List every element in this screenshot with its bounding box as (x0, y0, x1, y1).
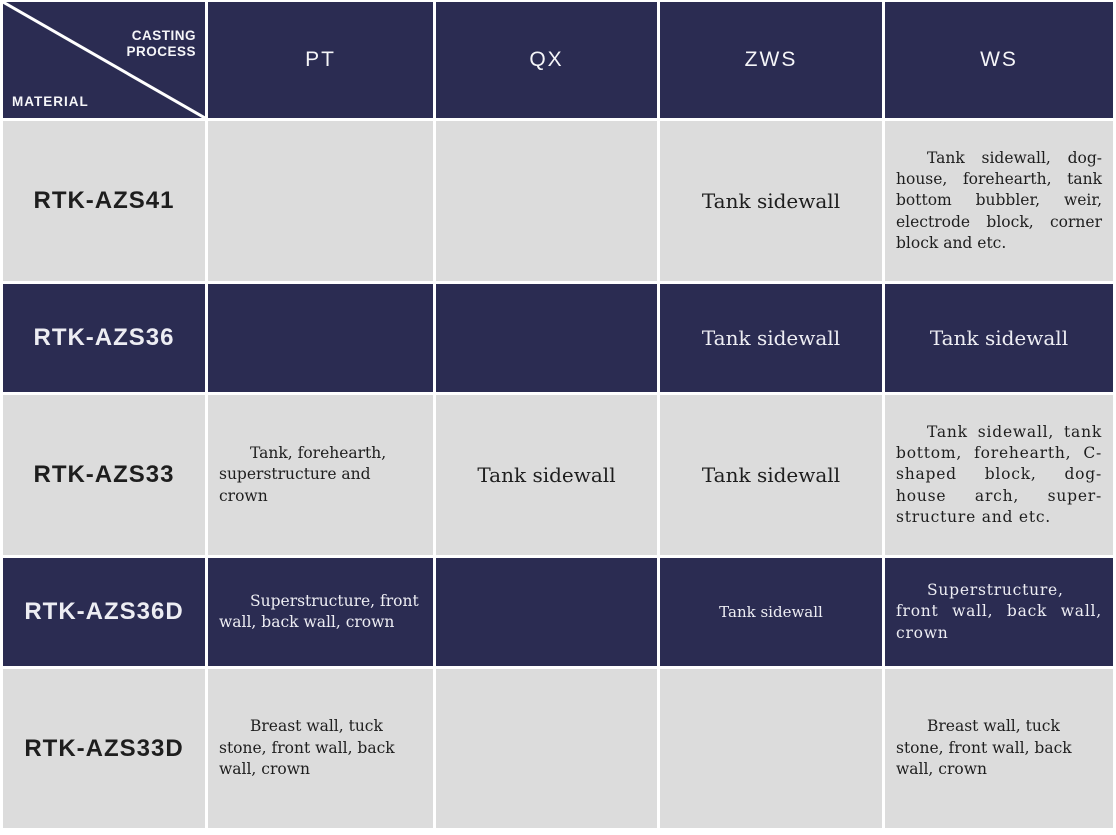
cell-azs41-pt (208, 121, 433, 281)
cell-azs33-ws: Tank sidewall, tank bottom, forehearth, C-shaped block, dog-house arch, super-structure and etc. (885, 395, 1113, 555)
cell-azs36d-pt: Superstructure, front wall, back wall, crown (208, 558, 433, 666)
material-cell-rtk-azs36: RTK-AZS36 (3, 284, 205, 392)
cell-azs33-pt: Tank, forehearth, superstructure and crown (208, 395, 433, 555)
cell-azs41-zws: Tank sidewall (660, 121, 882, 281)
cell-azs36-pt (208, 284, 433, 392)
column-header-ws: WS (885, 2, 1113, 118)
cell-azs33-qx: Tank sidewall (436, 395, 657, 555)
material-cell-rtk-azs36d: RTK-AZS36D (3, 558, 205, 666)
material-cell-rtk-azs33d: RTK-AZS33D (3, 669, 205, 828)
cell-azs36-qx (436, 284, 657, 392)
cell-azs33d-zws (660, 669, 882, 828)
column-header-zws: ZWS (660, 2, 882, 118)
corner-label-casting-process: CASTING PROCESS (126, 28, 196, 59)
column-header-qx: QX (436, 2, 657, 118)
material-cell-rtk-azs33: RTK-AZS33 (3, 395, 205, 555)
column-header-pt: PT (208, 2, 433, 118)
cell-azs33-zws: Tank sidewall (660, 395, 882, 555)
corner-label-material: MATERIAL (12, 94, 89, 109)
material-cell-rtk-azs41: RTK-AZS41 (3, 121, 205, 281)
cell-azs33d-pt: Breast wall, tuck stone, front wall, back wall, crown (208, 669, 433, 828)
cell-azs41-ws: Tank sidewall, dog-house, forehearth, tank bottom bubbler, weir, electrode block, corner block and etc. (885, 121, 1113, 281)
corner-header-cell (3, 2, 205, 118)
table-grid (3, 2, 1113, 831)
cell-azs33d-ws: Breast wall, tuck stone, front wall, back wall, crown (885, 669, 1113, 828)
cell-azs36d-ws: Superstructure, front wall, back wall, crown (885, 558, 1113, 666)
cell-azs36d-qx (436, 558, 657, 666)
cell-azs36d-zws: Tank sidewall (660, 558, 882, 666)
cell-azs36-zws: Tank sidewall (660, 284, 882, 392)
cell-azs36-ws: Tank sidewall (885, 284, 1113, 392)
cell-azs41-qx (436, 121, 657, 281)
cell-azs33d-qx (436, 669, 657, 828)
